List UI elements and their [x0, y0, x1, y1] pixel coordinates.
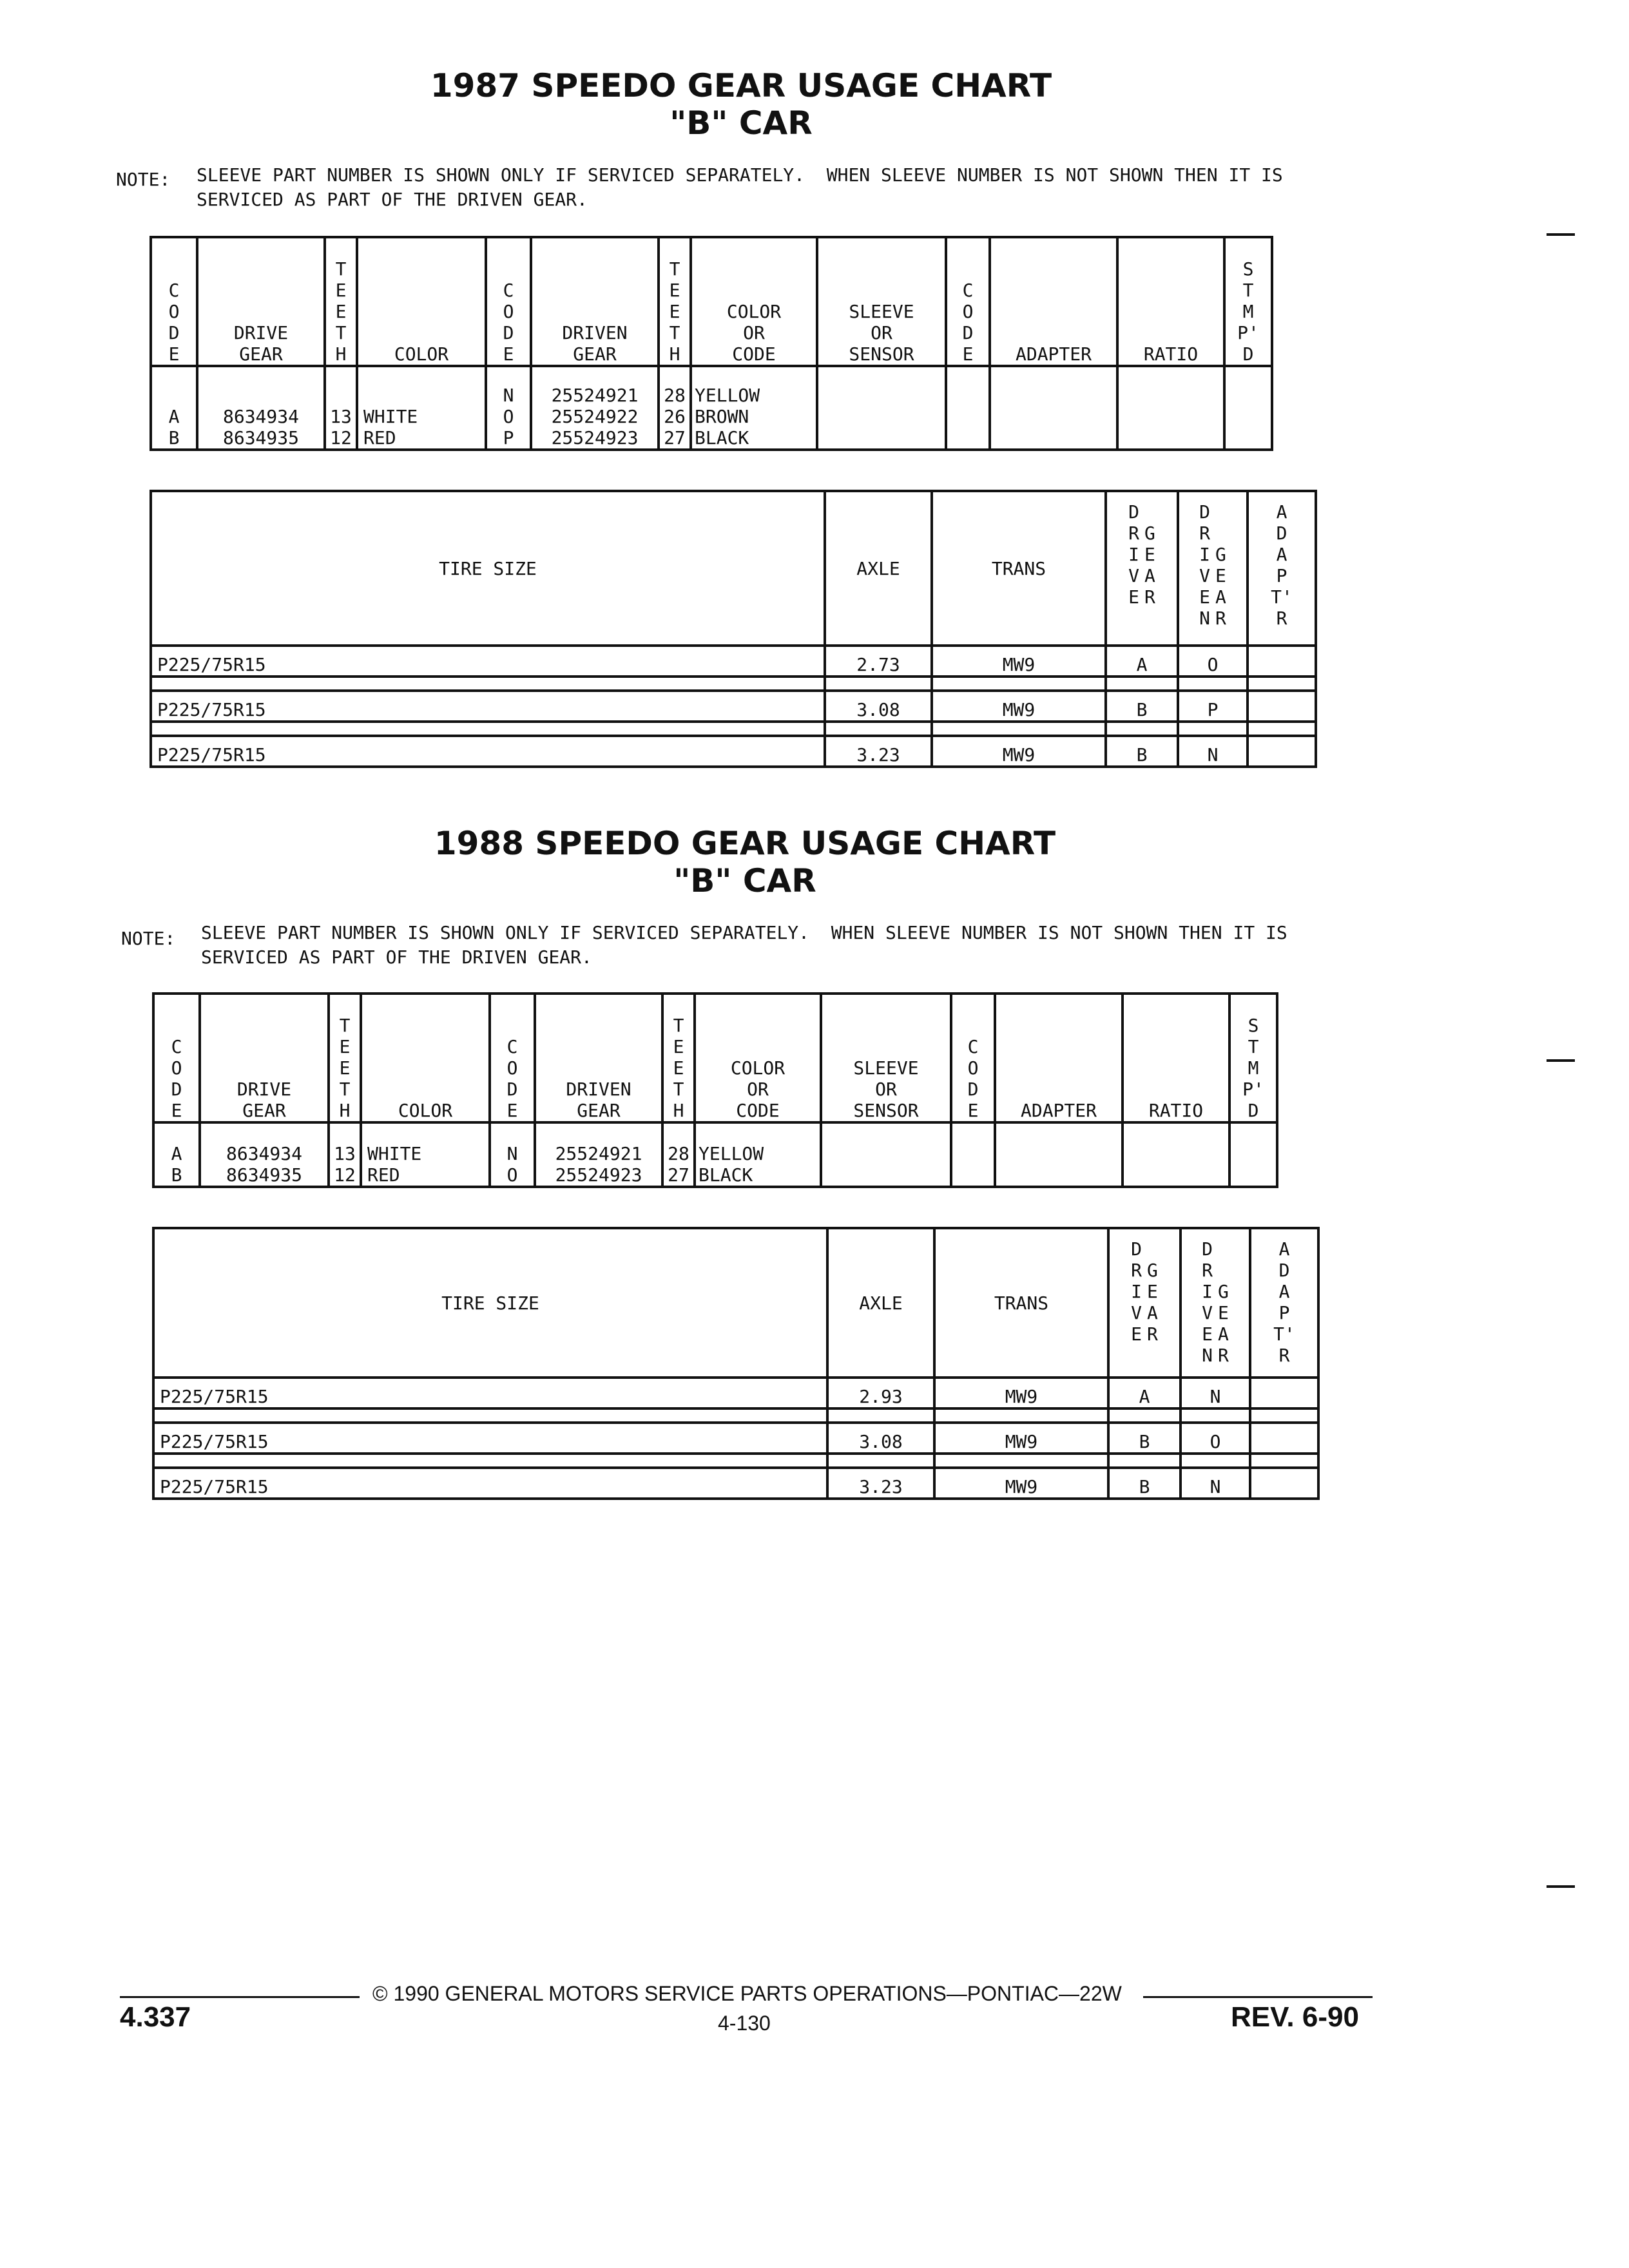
- driven-teeth: 28 27: [662, 1122, 695, 1187]
- chart-1987-note-line2: SERVICED AS PART OF THE DRIVEN GEAR.: [197, 189, 588, 210]
- chart-1988-title-line2: "B" CAR: [673, 862, 816, 899]
- tire-row: [151, 646, 1316, 677]
- driven-codes: N O: [490, 1122, 535, 1187]
- vertical-header-text: C O D E: [171, 1036, 182, 1121]
- hdr-code3: [946, 237, 990, 366]
- ratio-cell: [1123, 1122, 1229, 1187]
- tire-row: [153, 1378, 1318, 1408]
- tire-size: P225/75R15: [151, 646, 825, 677]
- drive-gears: 8634934 8634935: [197, 366, 325, 450]
- margin-tick: [1547, 1885, 1575, 1888]
- vertical-header-text: C O D E: [506, 1036, 518, 1121]
- drive-teeth: 13 12: [325, 366, 357, 450]
- stmpd-cell: [1229, 1122, 1277, 1187]
- vertical-header-text: C O D E: [503, 280, 514, 365]
- footer-revision: REV. 6-90: [1231, 2001, 1359, 2033]
- chart-1988-note-line1: SLEEVE PART NUMBER IS SHOWN ONLY IF SERVICED SEPARATELY. WHEN SLEEVE NUMBER IS NOT SHOWN THEN IT IS: [201, 922, 1287, 943]
- chart-1987-note-label: NOTE:: [116, 169, 171, 190]
- drive-code: B: [1106, 691, 1178, 722]
- drive-code: A: [1108, 1378, 1181, 1408]
- hdr-adaptr: [1250, 1228, 1318, 1378]
- adaptr: [1248, 691, 1316, 722]
- vertical-header-text: T E E T H: [669, 258, 680, 365]
- hdr-code: [153, 994, 200, 1122]
- adaptr: [1250, 1468, 1318, 1499]
- hdr-driven-gear: DRIVEN GEAR: [535, 994, 662, 1122]
- hdr-drive-gear-v: [1106, 491, 1178, 646]
- footer-page-number: 4-130: [718, 2012, 771, 2035]
- driven-code: N: [1181, 1378, 1250, 1408]
- vertical-header-text: A D A P T' R: [1271, 501, 1293, 629]
- chart-1987-title-line2: "B" CAR: [670, 104, 813, 142]
- hdr-drive-gear: DRIVE GEAR: [200, 994, 329, 1122]
- chart-1988-tire-table: [152, 1227, 1320, 1500]
- hdr-teeth2: [659, 237, 691, 366]
- drive-gears: 8634934 8634935: [200, 1122, 329, 1187]
- ratio-cell: [1117, 366, 1224, 450]
- hdr-sleeve: SLEEVE OR SENSOR: [821, 994, 951, 1122]
- spacer-row: [153, 1454, 1318, 1468]
- vertical-header-text: S T M P' D: [1237, 258, 1259, 365]
- tire-size: P225/75R15: [151, 691, 825, 722]
- trans: MW9: [932, 646, 1106, 677]
- hdr-trans: TRANS: [932, 491, 1106, 646]
- hdr-code2: [486, 237, 531, 366]
- hdr-axle: AXLE: [827, 1228, 934, 1378]
- vertical-header-text: C O D E: [962, 280, 974, 365]
- vertical-header-text: T E E T H: [335, 258, 347, 365]
- margin-tick: [1547, 233, 1575, 236]
- hdr-adaptr: [1248, 491, 1316, 646]
- tire-row: [151, 736, 1316, 767]
- margin-tick: [1547, 1059, 1575, 1062]
- tire-row: [151, 691, 1316, 722]
- axle: 3.23: [825, 736, 932, 767]
- adaptr: [1250, 1378, 1318, 1408]
- footer-copyright: © 1990 GENERAL MOTORS SERVICE PARTS OPERATIONS—PONTIAC—22W: [372, 1982, 1122, 2005]
- hdr-stmpd: [1229, 994, 1277, 1122]
- hdr-sleeve: SLEEVE OR SENSOR: [817, 237, 946, 366]
- chart-1987-title-line1: 1987 SPEEDO GEAR USAGE CHART: [430, 67, 1052, 104]
- vertical-header-text: G E A R: [1218, 1281, 1229, 1366]
- driven-colors: YELLOW BLACK: [695, 1122, 821, 1187]
- vertical-header-text: C O D E: [967, 1036, 979, 1121]
- hdr-code2: [490, 994, 535, 1122]
- tire-row: [153, 1468, 1318, 1499]
- tire-size: P225/75R15: [153, 1468, 827, 1499]
- hdr-driven-gear-v: [1178, 491, 1248, 646]
- footer-rule-right: [1143, 1996, 1373, 1998]
- hdr-teeth2: [662, 994, 695, 1122]
- chart-1987-note-line1: SLEEVE PART NUMBER IS SHOWN ONLY IF SERVICED SEPARATELY. WHEN SLEEVE NUMBER IS NOT SHOWN THEN IT IS: [197, 164, 1283, 186]
- code3-cell: [946, 366, 990, 450]
- driven-teeth: 28 26 27: [659, 366, 691, 450]
- spacer-row: [151, 677, 1316, 691]
- driven-code: O: [1178, 646, 1248, 677]
- hdr-driven-gear: DRIVEN GEAR: [531, 237, 659, 366]
- driven-codes: N O P: [486, 366, 531, 450]
- axle: 3.08: [827, 1423, 934, 1454]
- driven-code: O: [1181, 1423, 1250, 1454]
- driven-code: N: [1181, 1468, 1250, 1499]
- adapter-cell: [995, 1122, 1123, 1187]
- hdr-ratio: RATIO: [1123, 994, 1229, 1122]
- vertical-header-text: G E A R: [1215, 544, 1226, 629]
- adaptr: [1250, 1423, 1318, 1454]
- sleeve-cell: [817, 366, 946, 450]
- chart-1987-title: [0, 67, 1482, 142]
- driven-colors: YELLOW BROWN BLACK: [691, 366, 817, 450]
- vertical-header-text: D R I V E N: [1202, 1238, 1213, 1366]
- code3-cell: [951, 1122, 995, 1187]
- tire-row: [153, 1423, 1318, 1454]
- vertical-header-text: G E A R: [1144, 523, 1155, 608]
- drive-colors: WHITE RED: [357, 366, 486, 450]
- axle: 3.23: [827, 1468, 934, 1499]
- drive-code: B: [1108, 1468, 1181, 1499]
- drive-colors: WHITE RED: [361, 1122, 490, 1187]
- hdr-code: [151, 237, 197, 366]
- hdr-teeth: [329, 994, 361, 1122]
- sleeve-cell: [821, 1122, 951, 1187]
- adaptr: [1248, 736, 1316, 767]
- chart-1988-title: [4, 825, 1486, 899]
- gear-data-row: [151, 366, 1272, 450]
- hdr-tire-size: TIRE SIZE: [153, 1228, 827, 1378]
- stmpd-cell: [1224, 366, 1272, 450]
- axle: 2.93: [827, 1378, 934, 1408]
- drive-code: A: [1106, 646, 1178, 677]
- gear-header-row: [153, 994, 1277, 1122]
- hdr-tire-size: TIRE SIZE: [151, 491, 825, 646]
- axle: 3.08: [825, 691, 932, 722]
- vertical-header-text: D R I V E: [1128, 501, 1139, 608]
- hdr-trans: TRANS: [934, 1228, 1108, 1378]
- hdr-axle: AXLE: [825, 491, 932, 646]
- drive-codes: A B: [153, 1122, 200, 1187]
- chart-1988-title-line1: 1988 SPEEDO GEAR USAGE CHART: [434, 825, 1056, 862]
- drive-code: B: [1108, 1423, 1181, 1454]
- vertical-header-text: T E E T H: [673, 1015, 684, 1121]
- chart-1988-note-line2: SERVICED AS PART OF THE DRIVEN GEAR.: [201, 947, 592, 968]
- trans: MW9: [934, 1468, 1108, 1499]
- trans: MW9: [934, 1423, 1108, 1454]
- driven-gears: 25524921 25524923: [535, 1122, 662, 1187]
- hdr-drive-gear: DRIVE GEAR: [197, 237, 325, 366]
- footer-section-number: 4.337: [120, 2001, 191, 2033]
- chart-1987-gear-table: [149, 236, 1273, 451]
- drive-code: B: [1106, 736, 1178, 767]
- tire-size: P225/75R15: [153, 1378, 827, 1408]
- hdr-color: COLOR: [357, 237, 486, 366]
- tire-header-row: [153, 1228, 1318, 1378]
- driven-gears: 25524921 25524922 25524923: [531, 366, 659, 450]
- vertical-header-text: A D A P T' R: [1273, 1238, 1295, 1366]
- trans: MW9: [934, 1378, 1108, 1408]
- vertical-header-text: G E A R: [1147, 1260, 1158, 1345]
- tire-size: P225/75R15: [151, 736, 825, 767]
- hdr-color-code: COLOR OR CODE: [695, 994, 821, 1122]
- trans: MW9: [932, 691, 1106, 722]
- hdr-drive-gear-v: [1108, 1228, 1181, 1378]
- drive-codes: A B: [151, 366, 197, 450]
- spacer-row: [151, 722, 1316, 736]
- hdr-teeth: [325, 237, 357, 366]
- driven-code: N: [1178, 736, 1248, 767]
- spacer-row: [153, 1408, 1318, 1423]
- drive-teeth: 13 12: [329, 1122, 361, 1187]
- vertical-header-text: T E E T H: [339, 1015, 351, 1121]
- hdr-code3: [951, 994, 995, 1122]
- hdr-color: COLOR: [361, 994, 490, 1122]
- vertical-header-text: D R I V E N: [1199, 501, 1210, 629]
- gear-data-row: [153, 1122, 1277, 1187]
- hdr-stmpd: [1224, 237, 1272, 366]
- adapter-cell: [990, 366, 1117, 450]
- driven-code: P: [1178, 691, 1248, 722]
- hdr-adapter: ADAPTER: [990, 237, 1117, 366]
- footer-rule-left: [120, 1996, 360, 1998]
- tire-size: P225/75R15: [153, 1423, 827, 1454]
- trans: MW9: [932, 736, 1106, 767]
- gear-header-row: [151, 237, 1272, 366]
- adaptr: [1248, 646, 1316, 677]
- vertical-header-text: S T M P' D: [1242, 1015, 1264, 1121]
- hdr-color-code: COLOR OR CODE: [691, 237, 817, 366]
- chart-1988-note-label: NOTE:: [121, 928, 176, 949]
- chart-1987-tire-table: [149, 490, 1317, 768]
- axle: 2.73: [825, 646, 932, 677]
- tire-header-row: [151, 491, 1316, 646]
- hdr-adapter: ADAPTER: [995, 994, 1123, 1122]
- hdr-driven-gear-v: [1181, 1228, 1250, 1378]
- vertical-header-text: D R I V E: [1131, 1238, 1142, 1345]
- chart-1988-gear-table: [152, 992, 1278, 1188]
- hdr-ratio: RATIO: [1117, 237, 1224, 366]
- vertical-header-text: C O D E: [168, 280, 180, 365]
